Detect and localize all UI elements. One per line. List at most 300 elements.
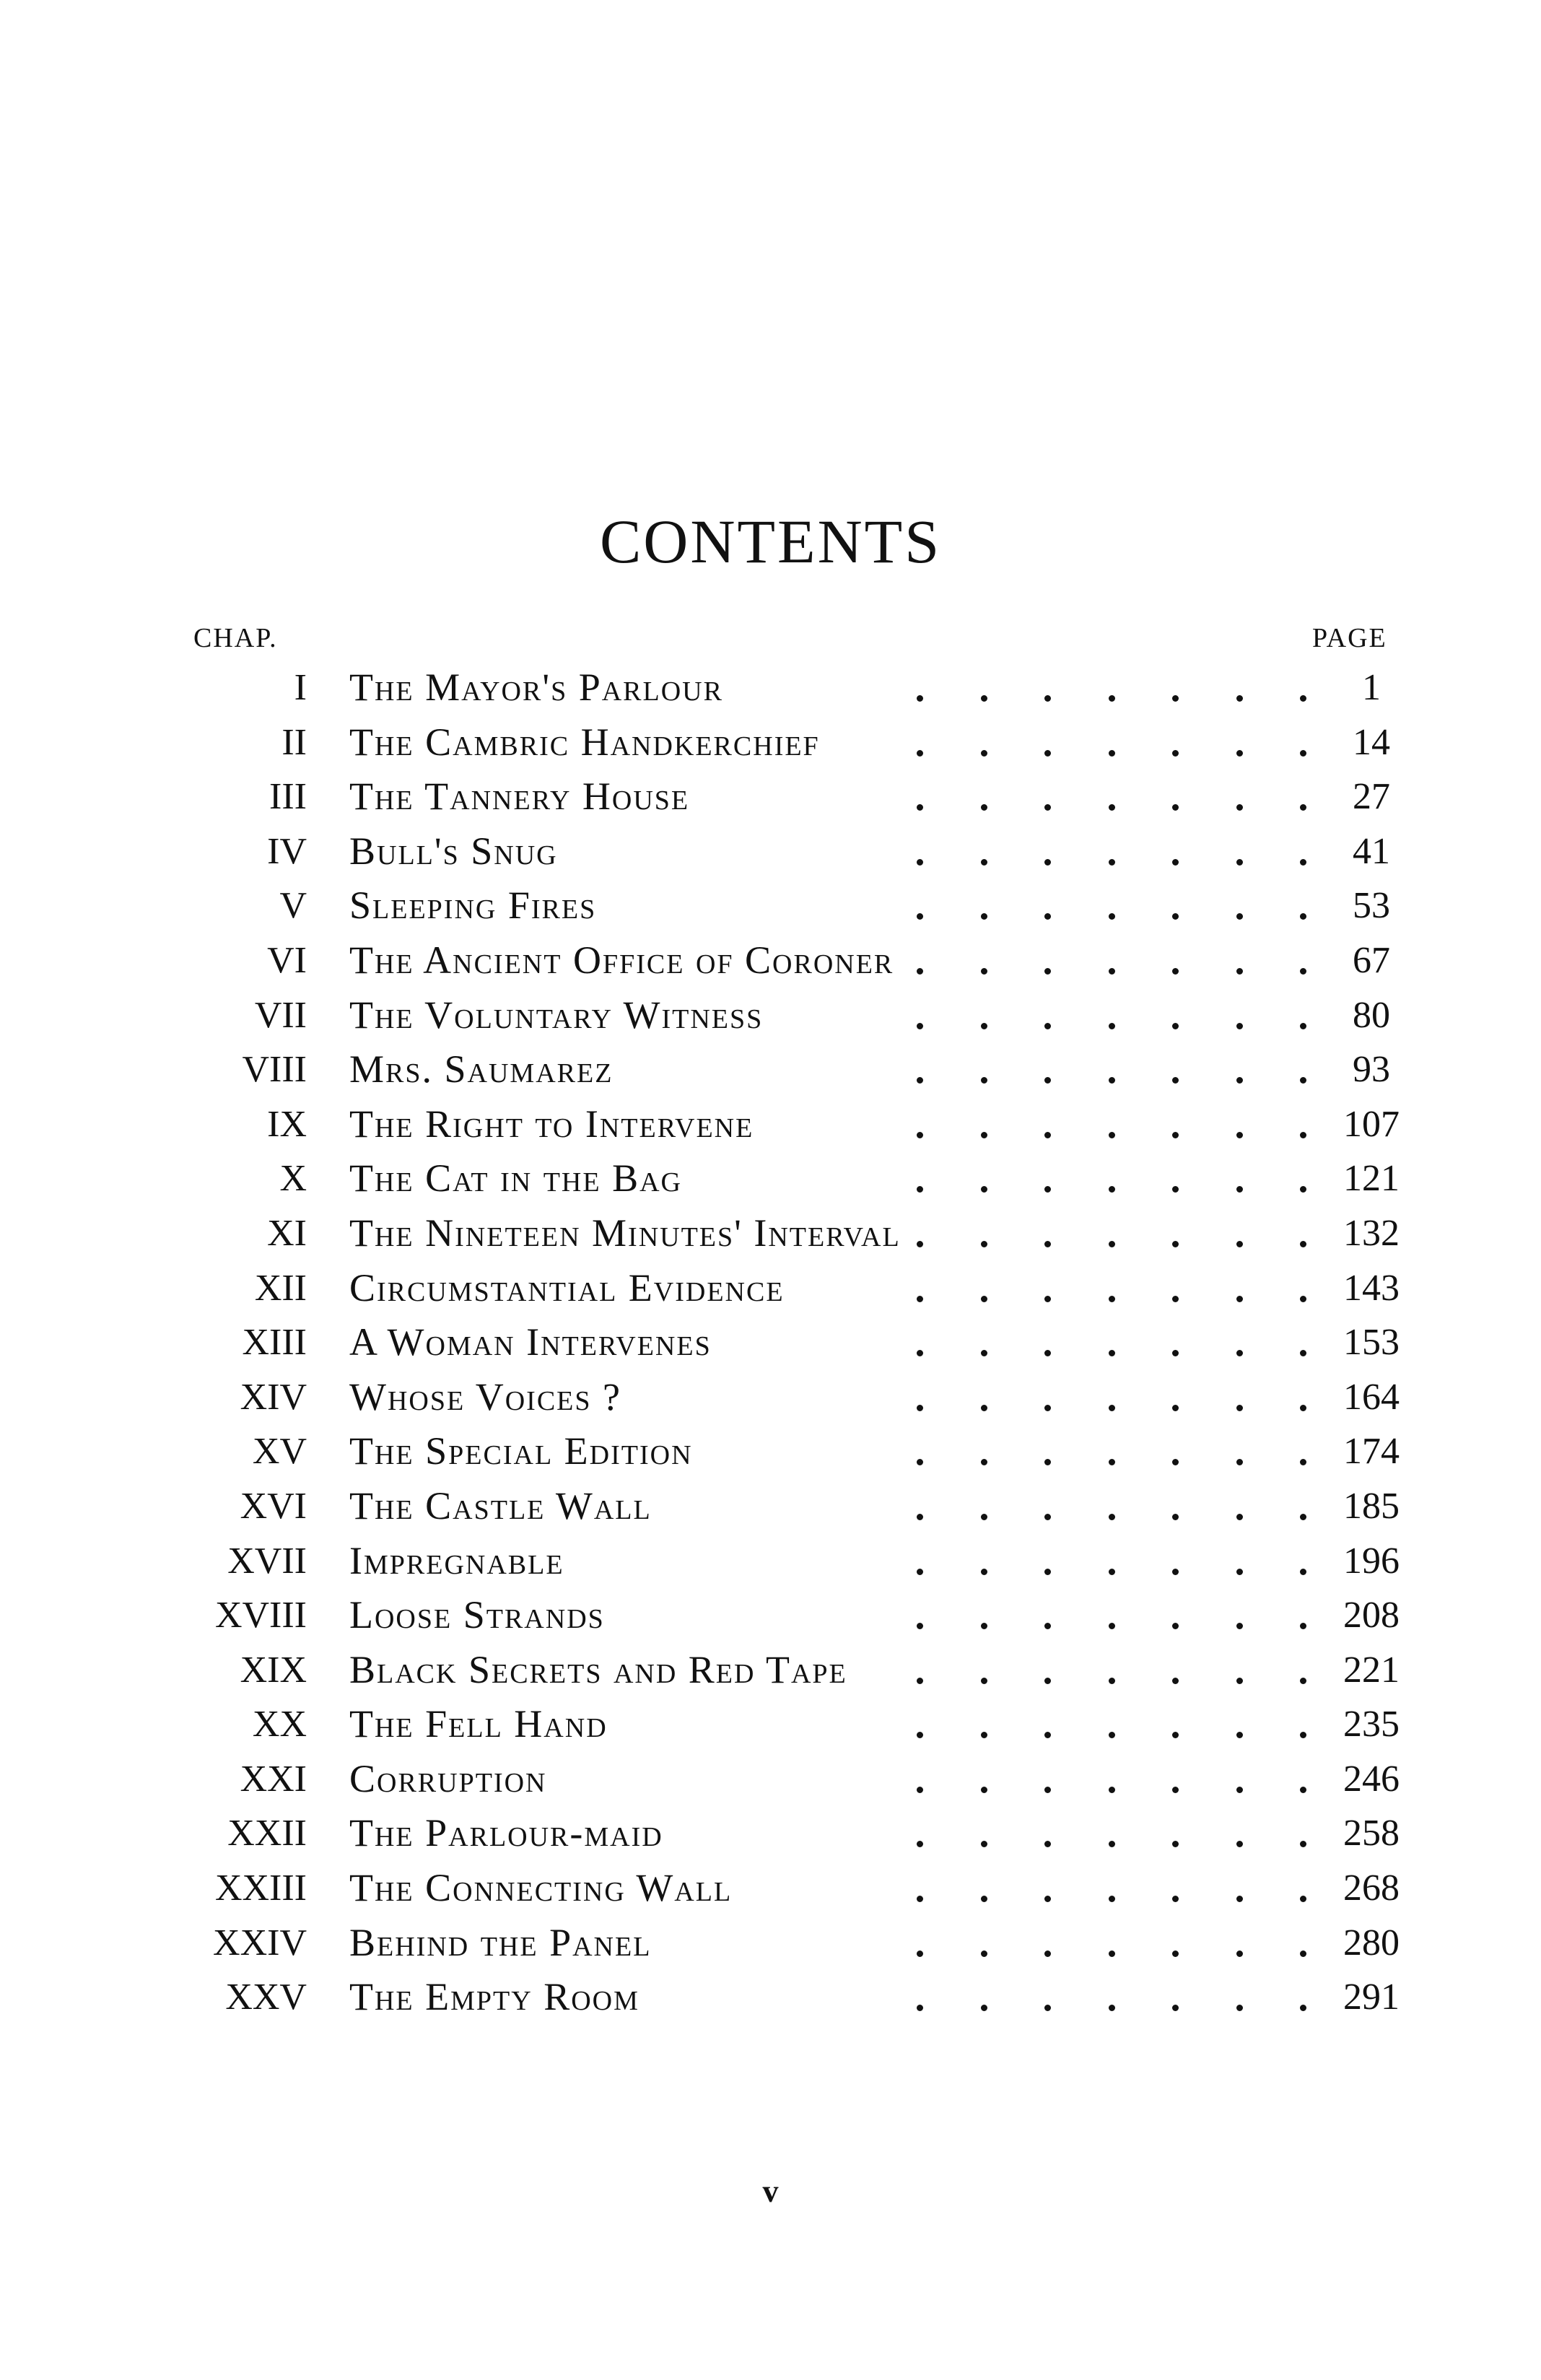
leader-dot bbox=[917, 913, 923, 920]
dot-leader bbox=[917, 770, 1306, 811]
leader-dot bbox=[1172, 859, 1179, 866]
leader-dot bbox=[1300, 1132, 1306, 1138]
chapter-title: Impregnable bbox=[349, 1538, 564, 1582]
chapter-number: V bbox=[279, 885, 307, 927]
page-ref: 1 bbox=[1362, 667, 1381, 708]
chapter-title: Behind the Panel bbox=[349, 1920, 652, 1964]
toc-entry bbox=[0, 1588, 1541, 1643]
dot-leader bbox=[917, 1370, 1306, 1411]
leader-dot bbox=[1236, 1296, 1243, 1302]
chapter-number: III bbox=[269, 776, 307, 818]
leader-dot bbox=[1109, 1459, 1115, 1465]
chapter-number: XX bbox=[252, 1704, 307, 1745]
leader-dot bbox=[1109, 1950, 1115, 1957]
leader-dot bbox=[1172, 1132, 1179, 1138]
leader-dot bbox=[1300, 1077, 1306, 1084]
leader-dot bbox=[1044, 1459, 1051, 1465]
leader-dot bbox=[1109, 1569, 1115, 1575]
leader-dot bbox=[1044, 1186, 1051, 1193]
leader-dot bbox=[1300, 1787, 1306, 1793]
chapter-number: II bbox=[281, 721, 307, 763]
leader-dot bbox=[1172, 1787, 1179, 1793]
leader-dot bbox=[1300, 2005, 1306, 2011]
page-column-label: PAGE bbox=[1312, 623, 1387, 653]
leader-dot bbox=[917, 1569, 923, 1575]
leader-dot bbox=[1044, 1514, 1051, 1520]
leader-dot bbox=[1300, 1296, 1306, 1302]
chapter-number: XXIII bbox=[214, 1867, 307, 1909]
toc-entry bbox=[0, 770, 1541, 824]
leader-dot bbox=[1109, 913, 1115, 920]
leader-dot bbox=[981, 1077, 987, 1084]
page-ref: 280 bbox=[1343, 1922, 1400, 1963]
leader-dot bbox=[981, 913, 987, 920]
chapter-number: IV bbox=[267, 830, 307, 872]
toc-entry bbox=[0, 1643, 1541, 1698]
leader-dot bbox=[1172, 968, 1179, 975]
dot-leader bbox=[917, 1151, 1306, 1193]
chapter-title: The Voluntary Witness bbox=[349, 993, 764, 1037]
chapter-title: The Nineteen Minutes' Interval bbox=[349, 1211, 901, 1255]
leader-dot bbox=[981, 1241, 987, 1247]
chapter-title: The Connecting Wall bbox=[349, 1866, 733, 1910]
chapter-title: The Tannery House bbox=[349, 775, 690, 819]
leader-dot bbox=[981, 1623, 987, 1629]
page-ref: 268 bbox=[1343, 1867, 1400, 1909]
toc-entry bbox=[0, 933, 1541, 988]
leader-dot bbox=[917, 1296, 923, 1302]
leader-dot bbox=[981, 2005, 987, 2011]
leader-dot bbox=[1109, 1077, 1115, 1084]
leader-dot bbox=[1236, 1023, 1243, 1029]
dot-leader bbox=[917, 1042, 1306, 1084]
chapter-column-label: CHAP. bbox=[193, 623, 278, 653]
leader-dot bbox=[917, 1514, 923, 1520]
chapter-number: XVIII bbox=[214, 1595, 307, 1636]
dot-leader bbox=[917, 1970, 1306, 2011]
dot-leader bbox=[917, 1534, 1306, 1575]
leader-dot bbox=[1044, 1787, 1051, 1793]
leader-dot bbox=[981, 1514, 987, 1520]
leader-dot bbox=[981, 804, 987, 811]
chapter-number: XI bbox=[267, 1212, 307, 1254]
chapter-number: XXV bbox=[225, 1976, 307, 2018]
page-ref: 143 bbox=[1343, 1267, 1400, 1309]
leader-dot bbox=[1236, 1459, 1243, 1465]
chapter-title: The Parlour-maid bbox=[349, 1811, 663, 1855]
chapter-number: VII bbox=[254, 994, 307, 1036]
leader-dot bbox=[1172, 1350, 1179, 1356]
leader-dot bbox=[917, 1950, 923, 1957]
leader-dot bbox=[1236, 1950, 1243, 1957]
leader-dot bbox=[1236, 1186, 1243, 1193]
leader-dot bbox=[981, 1186, 987, 1193]
leader-dot bbox=[917, 1350, 923, 1356]
page-ref: 208 bbox=[1343, 1595, 1400, 1636]
leader-dot bbox=[1172, 1241, 1179, 1247]
page-ref: 164 bbox=[1343, 1376, 1400, 1418]
leader-dot bbox=[1300, 1023, 1306, 1029]
leader-dot bbox=[917, 1132, 923, 1138]
chapter-title: The Special Edition bbox=[349, 1429, 693, 1473]
page-ref: 53 bbox=[1353, 885, 1390, 927]
leader-dot bbox=[1236, 1841, 1243, 1847]
page-ref: 132 bbox=[1343, 1212, 1400, 1254]
leader-dot bbox=[1236, 1569, 1243, 1575]
leader-dot bbox=[917, 859, 923, 866]
leader-dot bbox=[1236, 968, 1243, 975]
leader-dot bbox=[1109, 1623, 1115, 1629]
leader-dot bbox=[1300, 1841, 1306, 1847]
leader-dot bbox=[1109, 1514, 1115, 1520]
chapter-number: VI bbox=[267, 939, 307, 981]
leader-dot bbox=[1172, 1950, 1179, 1957]
leader-dot bbox=[1300, 804, 1306, 811]
chapter-title: Circumstantial Evidence bbox=[349, 1265, 785, 1309]
leader-dot bbox=[1236, 1623, 1243, 1629]
chapter-number: XXI bbox=[240, 1758, 307, 1800]
leader-dot bbox=[1236, 1678, 1243, 1684]
leader-dot bbox=[1236, 695, 1243, 702]
leader-dot bbox=[1236, 1350, 1243, 1356]
leader-dot bbox=[1044, 750, 1051, 757]
leader-dot bbox=[1236, 1514, 1243, 1520]
toc-entry bbox=[0, 1806, 1541, 1861]
page-ref: 235 bbox=[1343, 1704, 1400, 1745]
leader-dot bbox=[1109, 695, 1115, 702]
page-ref: 153 bbox=[1343, 1322, 1400, 1364]
leader-dot bbox=[981, 1132, 987, 1138]
leader-dot bbox=[1300, 1350, 1306, 1356]
leader-dot bbox=[917, 1077, 923, 1084]
leader-dot bbox=[917, 1678, 923, 1684]
toc-entry bbox=[0, 1042, 1541, 1097]
chapter-title: Sleeping Fires bbox=[349, 884, 597, 928]
page-ref: 174 bbox=[1343, 1431, 1400, 1473]
dot-leader bbox=[917, 1479, 1306, 1520]
leader-dot bbox=[1300, 1186, 1306, 1193]
leader-dot bbox=[1044, 1241, 1051, 1247]
leader-dot bbox=[1172, 1569, 1179, 1575]
dot-leader bbox=[917, 1697, 1306, 1738]
dot-leader bbox=[917, 1752, 1306, 1793]
leader-dot bbox=[917, 1841, 923, 1847]
page-ref: 93 bbox=[1353, 1049, 1390, 1091]
chapter-number: VIII bbox=[242, 1049, 307, 1091]
leader-dot bbox=[1044, 1569, 1051, 1575]
leader-dot bbox=[1300, 1678, 1306, 1684]
chapter-number: XXIV bbox=[213, 1922, 307, 1963]
dot-leader bbox=[917, 1261, 1306, 1302]
chapter-number: XVI bbox=[240, 1485, 307, 1527]
leader-dot bbox=[1109, 804, 1115, 811]
leader-dot bbox=[1236, 1787, 1243, 1793]
page-ref: 185 bbox=[1343, 1485, 1400, 1527]
leader-dot bbox=[1044, 1077, 1051, 1084]
leader-dot bbox=[1300, 1514, 1306, 1520]
leader-dot bbox=[981, 859, 987, 866]
leader-dot bbox=[917, 968, 923, 975]
toc-entry bbox=[0, 1697, 1541, 1752]
chapter-title: The Empty Room bbox=[349, 1975, 639, 2019]
toc-entry bbox=[0, 1206, 1541, 1261]
chapter-title: The Fell Hand bbox=[349, 1702, 608, 1746]
leader-dot bbox=[1236, 859, 1243, 866]
leader-dot bbox=[981, 1896, 987, 1902]
toc-entry bbox=[0, 1424, 1541, 1479]
leader-dot bbox=[1109, 1296, 1115, 1302]
toc-entry bbox=[0, 1479, 1541, 1534]
leader-dot bbox=[917, 1459, 923, 1465]
dot-leader bbox=[917, 933, 1306, 975]
leader-dot bbox=[981, 1350, 987, 1356]
chapter-number: XVII bbox=[227, 1540, 307, 1582]
page-ref: 41 bbox=[1353, 830, 1390, 872]
dot-leader bbox=[917, 988, 1306, 1029]
leader-dot bbox=[981, 1787, 987, 1793]
leader-dot bbox=[917, 804, 923, 811]
leader-dot bbox=[1109, 1678, 1115, 1684]
leader-dot bbox=[917, 695, 923, 702]
leader-dot bbox=[1172, 913, 1179, 920]
page-ref: 107 bbox=[1343, 1103, 1400, 1145]
leader-dot bbox=[981, 750, 987, 757]
chapter-title: Bull's Snug bbox=[349, 829, 558, 873]
page-ref: 291 bbox=[1343, 1976, 1400, 2018]
leader-dot bbox=[1172, 695, 1179, 702]
leader-dot bbox=[1109, 2005, 1115, 2011]
leader-dot bbox=[1300, 1241, 1306, 1247]
leader-dot bbox=[1300, 968, 1306, 975]
dot-leader bbox=[917, 1588, 1306, 1629]
page-ref: 246 bbox=[1343, 1758, 1400, 1800]
leader-dot bbox=[1172, 804, 1179, 811]
leader-dot bbox=[1236, 1077, 1243, 1084]
leader-dot bbox=[1236, 1732, 1243, 1738]
leader-dot bbox=[1044, 859, 1051, 866]
page-number: v bbox=[762, 2174, 779, 2209]
leader-dot bbox=[1044, 2005, 1051, 2011]
chapter-number: XV bbox=[252, 1431, 307, 1473]
leader-dot bbox=[1109, 1186, 1115, 1193]
leader-dot bbox=[1236, 750, 1243, 757]
leader-dot bbox=[1044, 1950, 1051, 1957]
toc-entry bbox=[0, 1752, 1541, 1807]
leader-dot bbox=[981, 1678, 987, 1684]
leader-dot bbox=[981, 695, 987, 702]
leader-dot bbox=[1044, 1732, 1051, 1738]
dot-leader bbox=[917, 1097, 1306, 1138]
leader-dot bbox=[981, 1405, 987, 1411]
leader-dot bbox=[1109, 1732, 1115, 1738]
page-ref: 27 bbox=[1353, 776, 1390, 818]
leader-dot bbox=[1172, 1023, 1179, 1029]
chapter-title: Black Secrets and Red Tape bbox=[349, 1647, 847, 1691]
leader-dot bbox=[1109, 1350, 1115, 1356]
leader-dot bbox=[917, 1732, 923, 1738]
leader-dot bbox=[1236, 1405, 1243, 1411]
dot-leader bbox=[917, 1315, 1306, 1356]
chapter-title: A Woman Intervenes bbox=[349, 1320, 712, 1364]
leader-dot bbox=[1172, 750, 1179, 757]
leader-dot bbox=[1172, 1405, 1179, 1411]
dot-leader bbox=[917, 715, 1306, 757]
leader-dot bbox=[1236, 1896, 1243, 1902]
leader-dot bbox=[917, 1405, 923, 1411]
leader-dot bbox=[1172, 1514, 1179, 1520]
leader-dot bbox=[1044, 695, 1051, 702]
leader-dot bbox=[981, 968, 987, 975]
leader-dot bbox=[1109, 968, 1115, 975]
leader-dot bbox=[981, 1950, 987, 1957]
chapter-title: The Cambric Handkerchief bbox=[349, 720, 820, 764]
dot-leader bbox=[917, 1806, 1306, 1847]
toc-entry bbox=[0, 1916, 1541, 1971]
leader-dot bbox=[1044, 1296, 1051, 1302]
chapter-number: XIX bbox=[240, 1649, 307, 1691]
page-ref: 80 bbox=[1353, 994, 1390, 1036]
leader-dot bbox=[1109, 750, 1115, 757]
leader-dot bbox=[1109, 1405, 1115, 1411]
chapter-number: XIV bbox=[240, 1376, 307, 1418]
dot-leader bbox=[917, 824, 1306, 866]
chapter-number: I bbox=[294, 667, 307, 708]
leader-dot bbox=[1172, 1623, 1179, 1629]
toc-entry bbox=[0, 1151, 1541, 1206]
dot-leader bbox=[917, 1916, 1306, 1957]
leader-dot bbox=[1172, 1296, 1179, 1302]
leader-dot bbox=[981, 1023, 987, 1029]
chapter-number: X bbox=[279, 1158, 307, 1200]
leader-dot bbox=[917, 1023, 923, 1029]
leader-dot bbox=[981, 1569, 987, 1575]
leader-dot bbox=[1300, 859, 1306, 866]
leader-dot bbox=[1300, 1732, 1306, 1738]
page-ref: 221 bbox=[1343, 1649, 1400, 1691]
leader-dot bbox=[1044, 804, 1051, 811]
leader-dot bbox=[1044, 1678, 1051, 1684]
leader-dot bbox=[917, 1896, 923, 1902]
leader-dot bbox=[917, 1241, 923, 1247]
chapter-number: IX bbox=[267, 1103, 307, 1145]
leader-dot bbox=[981, 1841, 987, 1847]
leader-dot bbox=[1236, 804, 1243, 811]
page-ref: 258 bbox=[1343, 1813, 1400, 1854]
dot-leader bbox=[917, 1206, 1306, 1247]
leader-dot bbox=[981, 1296, 987, 1302]
leader-dot bbox=[1109, 1241, 1115, 1247]
chapter-title: The Right to Intervene bbox=[349, 1102, 754, 1146]
leader-dot bbox=[1044, 1623, 1051, 1629]
leader-dot bbox=[981, 1459, 987, 1465]
leader-dot bbox=[1300, 1405, 1306, 1411]
page-ref: 196 bbox=[1343, 1540, 1400, 1582]
leader-dot bbox=[1172, 1077, 1179, 1084]
leader-dot bbox=[1109, 1023, 1115, 1029]
dot-leader bbox=[917, 661, 1306, 702]
table-of-contents bbox=[0, 661, 1541, 2025]
dot-leader bbox=[917, 1643, 1306, 1684]
leader-dot bbox=[1044, 1023, 1051, 1029]
page-ref: 121 bbox=[1343, 1158, 1400, 1200]
leader-dot bbox=[1300, 750, 1306, 757]
page-ref: 14 bbox=[1353, 721, 1390, 763]
leader-dot bbox=[1044, 1896, 1051, 1902]
leader-dot bbox=[1109, 1841, 1115, 1847]
leader-dot bbox=[1109, 859, 1115, 866]
leader-dot bbox=[1172, 1841, 1179, 1847]
toc-entry bbox=[0, 1261, 1541, 1316]
toc-entry bbox=[0, 1534, 1541, 1589]
leader-dot bbox=[1236, 1241, 1243, 1247]
leader-dot bbox=[1300, 1459, 1306, 1465]
leader-dot bbox=[1236, 913, 1243, 920]
dot-leader bbox=[917, 1861, 1306, 1902]
page-ref: 67 bbox=[1353, 939, 1390, 981]
leader-dot bbox=[1300, 913, 1306, 920]
toc-entry bbox=[0, 715, 1541, 770]
chapter-number: XXII bbox=[227, 1813, 307, 1854]
leader-dot bbox=[1300, 695, 1306, 702]
leader-dot bbox=[1300, 1623, 1306, 1629]
toc-entry bbox=[0, 1315, 1541, 1370]
leader-dot bbox=[1044, 1405, 1051, 1411]
leader-dot bbox=[981, 1732, 987, 1738]
chapter-title: The Castle Wall bbox=[349, 1483, 652, 1527]
chapter-number: XII bbox=[254, 1267, 307, 1309]
dot-leader bbox=[917, 879, 1306, 920]
leader-dot bbox=[1172, 1186, 1179, 1193]
leader-dot bbox=[1236, 1132, 1243, 1138]
chapter-title: Whose Voices ? bbox=[349, 1374, 621, 1418]
leader-dot bbox=[1044, 968, 1051, 975]
toc-entry bbox=[0, 988, 1541, 1043]
chapter-title: The Ancient Office of Coroner bbox=[349, 938, 894, 982]
leader-dot bbox=[1300, 1569, 1306, 1575]
page-title: CONTENTS bbox=[599, 507, 942, 576]
toc-entry bbox=[0, 1097, 1541, 1152]
toc-entry bbox=[0, 1970, 1541, 2025]
leader-dot bbox=[1172, 1896, 1179, 1902]
leader-dot bbox=[1300, 1896, 1306, 1902]
leader-dot bbox=[1236, 2005, 1243, 2011]
toc-entry bbox=[0, 661, 1541, 715]
leader-dot bbox=[1044, 1350, 1051, 1356]
chapter-title: The Mayor's Parlour bbox=[349, 666, 723, 709]
leader-dot bbox=[1172, 2005, 1179, 2011]
toc-entry bbox=[0, 879, 1541, 933]
leader-dot bbox=[917, 2005, 923, 2011]
leader-dot bbox=[917, 1186, 923, 1193]
chapter-title: Loose Strands bbox=[349, 1593, 605, 1637]
toc-entry bbox=[0, 1370, 1541, 1425]
leader-dot bbox=[1109, 1132, 1115, 1138]
leader-dot bbox=[1172, 1678, 1179, 1684]
chapter-title: The Cat in the Bag bbox=[349, 1156, 682, 1200]
leader-dot bbox=[1172, 1459, 1179, 1465]
chapter-number: XIII bbox=[242, 1322, 307, 1364]
leader-dot bbox=[1044, 1841, 1051, 1847]
chapter-title: Corruption bbox=[349, 1756, 547, 1800]
leader-dot bbox=[1300, 1950, 1306, 1957]
leader-dot bbox=[1044, 913, 1051, 920]
leader-dot bbox=[1044, 1132, 1051, 1138]
chapter-title: Mrs. Saumarez bbox=[349, 1047, 614, 1091]
toc-entry bbox=[0, 1861, 1541, 1916]
leader-dot bbox=[917, 750, 923, 757]
leader-dot bbox=[1109, 1787, 1115, 1793]
leader-dot bbox=[1172, 1732, 1179, 1738]
